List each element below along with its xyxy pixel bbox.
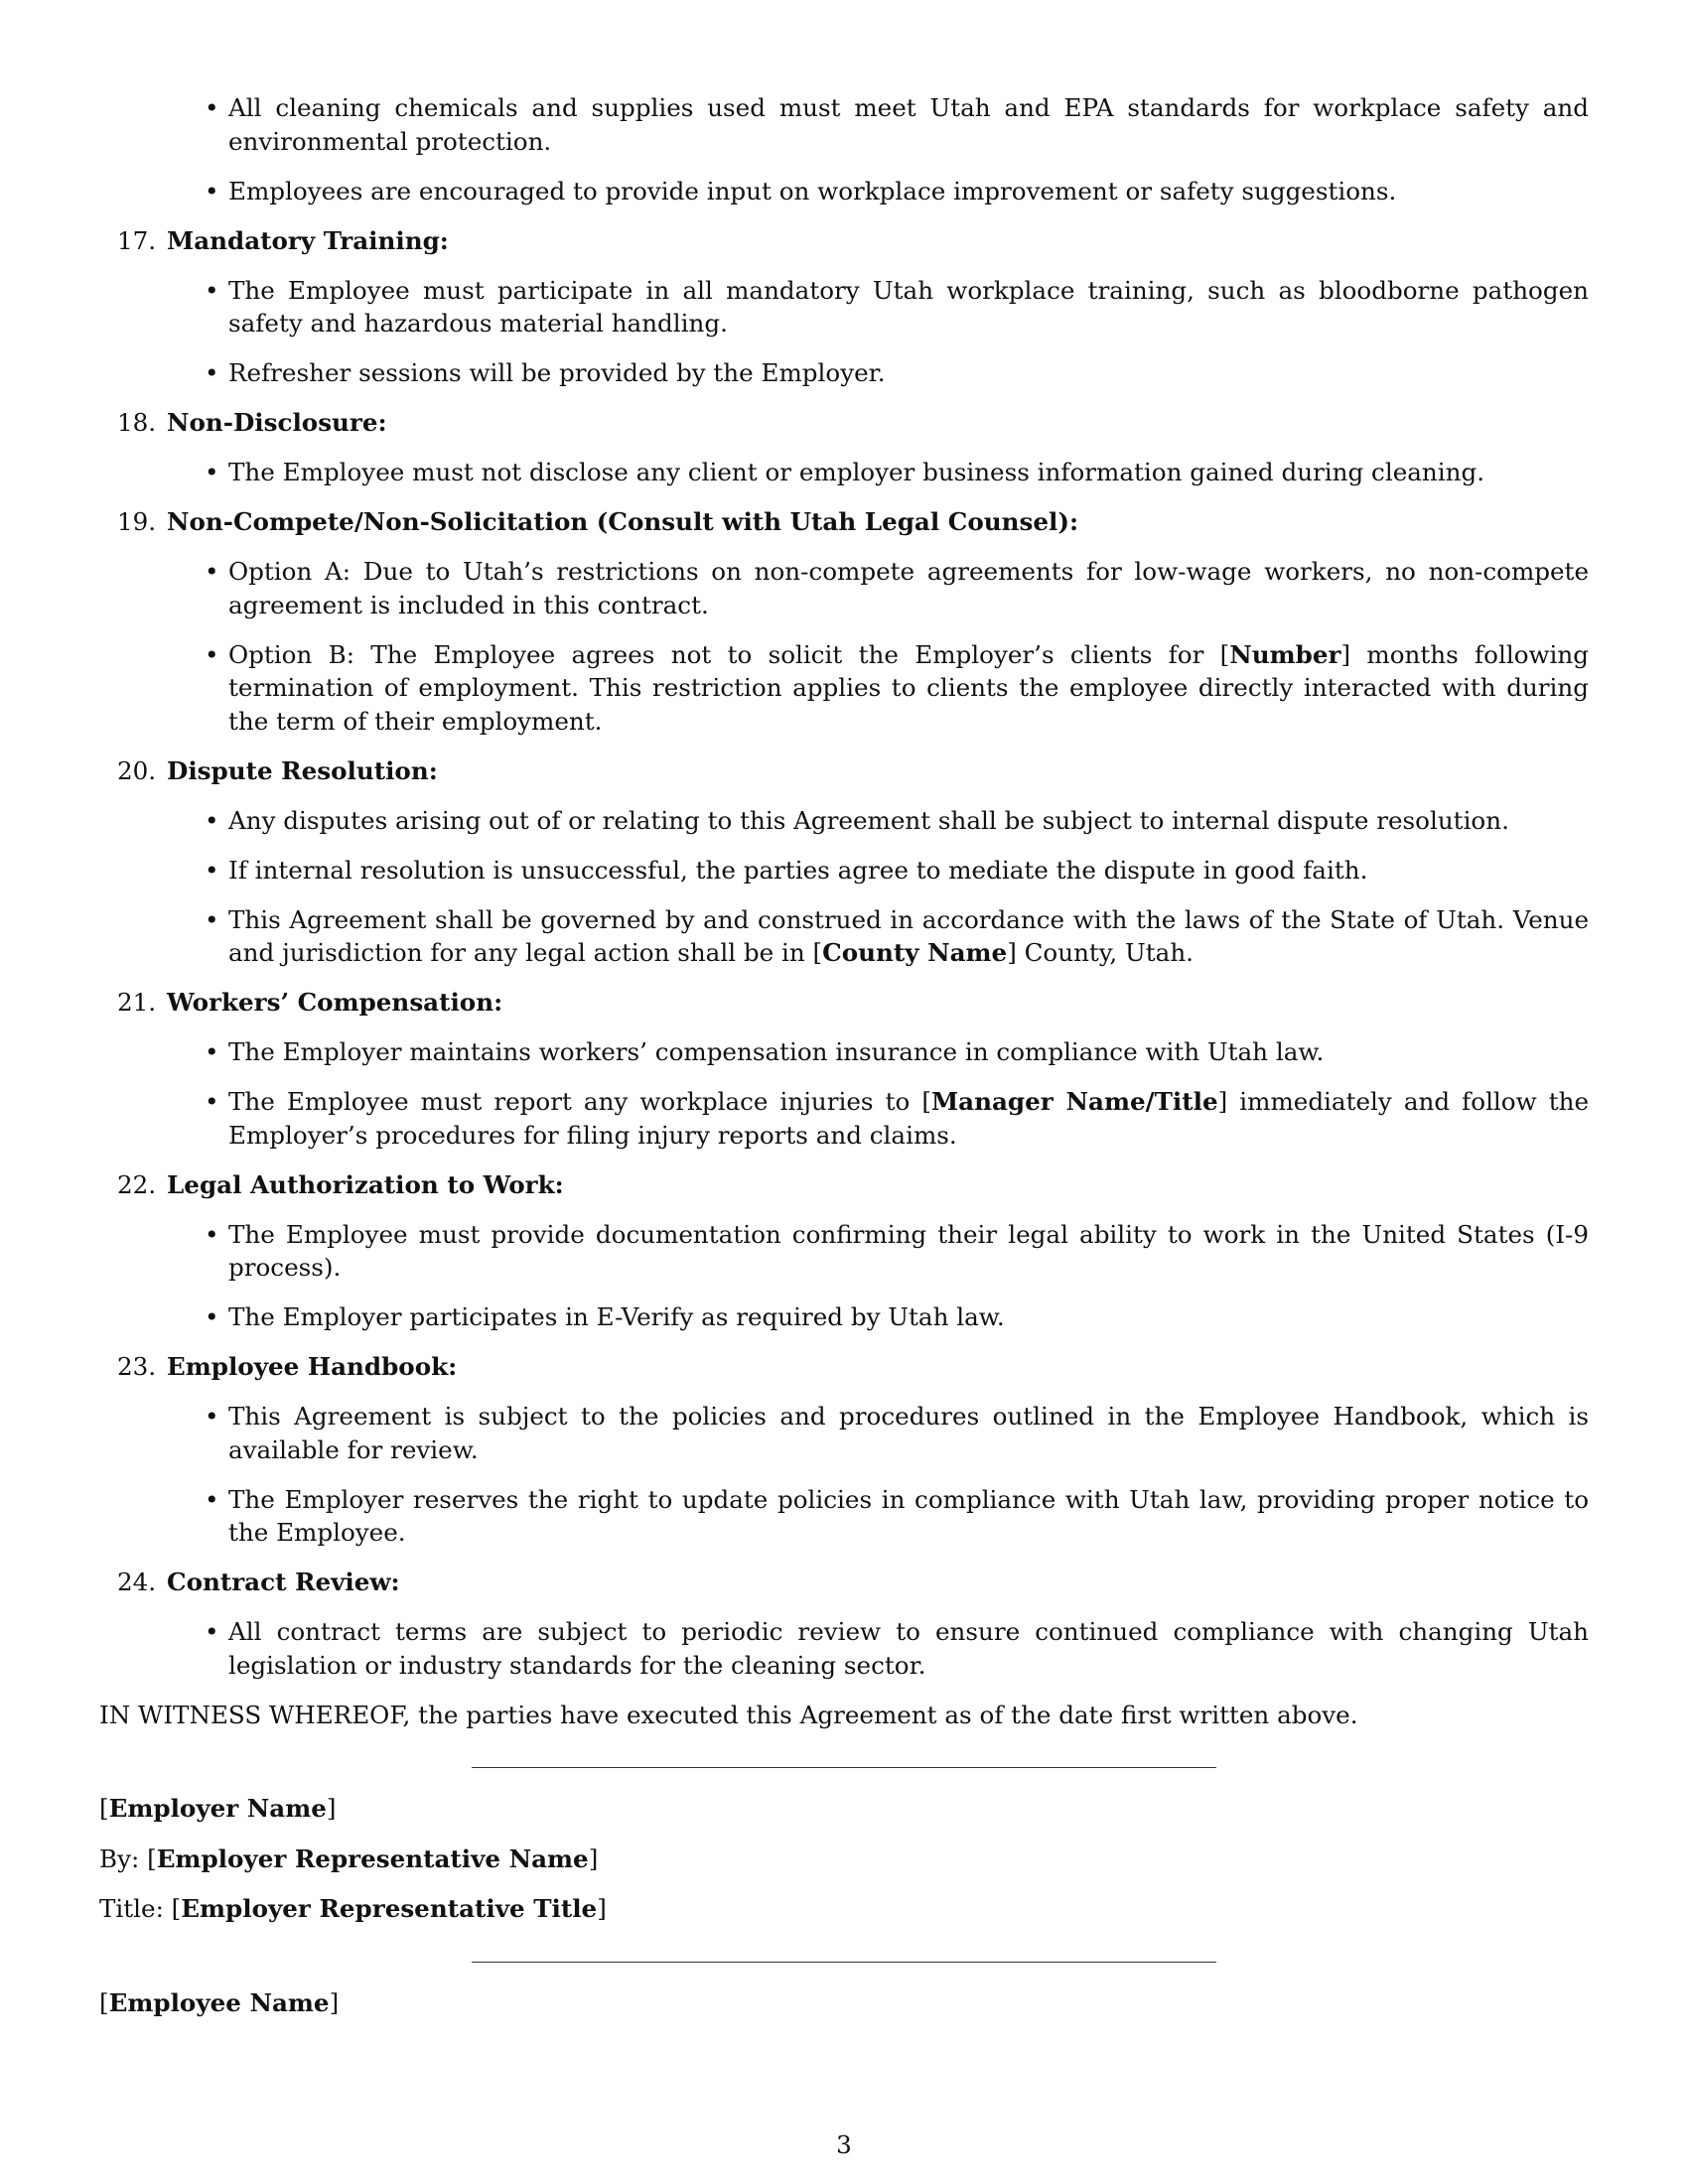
section-title: Workers’ Compensation: bbox=[167, 988, 503, 1017]
section-title: Employee Handbook: bbox=[167, 1352, 458, 1381]
bullet-text: Employees are encouraged to provide input on workplace improvement or safety suggestions. bbox=[228, 176, 1397, 205]
bullet-item bbox=[205, 1483, 1589, 1550]
section-bullets bbox=[205, 1218, 1589, 1334]
bullet-dot: • bbox=[205, 1484, 219, 1514]
employer-name: Employer Name bbox=[108, 1794, 327, 1823]
section-heading bbox=[117, 1566, 1589, 1599]
document-content bbox=[99, 91, 1589, 2036]
bullet-item bbox=[205, 1300, 1589, 1334]
employer-signature-line bbox=[472, 1767, 1216, 1768]
bullet-dot: • bbox=[205, 1402, 219, 1431]
bullet-text: The Employer maintains workers’ compensation insurance in compliance with Utah law. bbox=[228, 1037, 1325, 1066]
bullet-text: ] County, Utah. bbox=[1007, 938, 1194, 967]
section-number: 20. bbox=[117, 755, 157, 785]
section-21 bbox=[99, 986, 1589, 1152]
section-heading bbox=[117, 1168, 1589, 1202]
section-number: 21. bbox=[117, 988, 157, 1017]
section-title: Contract Review: bbox=[167, 1568, 400, 1596]
title-label: Title: bbox=[99, 1894, 164, 1923]
section-title: Legal Authorization to Work: bbox=[167, 1169, 564, 1199]
section-heading bbox=[117, 1350, 1589, 1384]
section-22 bbox=[99, 1168, 1589, 1334]
section-20 bbox=[99, 754, 1589, 970]
bullet-item bbox=[205, 175, 1589, 208]
bullet-text: This Agreement is subject to the policies and procedures outlined in the Employee Handbook, which is available for review. bbox=[228, 1402, 1589, 1464]
employer-name-line: [Employer Name] bbox=[99, 1794, 337, 1823]
placeholder-field: County Name bbox=[822, 938, 1008, 967]
bullet-dot: • bbox=[205, 458, 219, 486]
section-bullets bbox=[205, 456, 1589, 489]
section-bullets bbox=[205, 274, 1589, 390]
bullet-dot: • bbox=[205, 639, 219, 669]
section-title: Dispute Resolution: bbox=[167, 755, 438, 785]
bullet-dot: • bbox=[205, 1219, 219, 1249]
bullet-dot: • bbox=[205, 805, 219, 835]
bullet-item bbox=[205, 1400, 1589, 1466]
sections-list bbox=[99, 224, 1589, 1683]
section-number: 18. bbox=[117, 408, 157, 437]
section-title: Non-Compete/Non-Solicitation (Consult with Utah Legal Counsel): bbox=[167, 507, 1079, 536]
bullet-dot: • bbox=[205, 855, 219, 885]
employer-rep-line: By: [Employer Representative Name] bbox=[99, 1843, 599, 1873]
bullet-text: This Agreement shall be governed by and construed in accordance with the laws of the State of Utah. Venue and jurisdiction for any legal action shall be in [ bbox=[228, 904, 1589, 967]
bullet-dot: • bbox=[205, 358, 219, 387]
section-bullets bbox=[205, 555, 1589, 738]
bullet-item bbox=[205, 638, 1589, 739]
witness-statement: IN WITNESS WHEREOF, the parties have executed this Agreement as of the date first written above. bbox=[99, 1700, 1358, 1729]
section-title: Mandatory Training: bbox=[167, 225, 449, 255]
bullet-text: ] months following termination of employment. This restriction applies to clients the employee directly interacted with during the term of their employment. bbox=[228, 639, 1589, 736]
bullet-item bbox=[205, 1035, 1589, 1069]
placeholder-field: Number bbox=[1229, 639, 1341, 669]
section-24 bbox=[99, 1566, 1589, 1682]
section-bullets bbox=[205, 1400, 1589, 1550]
bullet-text: The Employer reserves the right to update policies in compliance with Utah law, providing proper notice to the Employee. bbox=[228, 1484, 1589, 1547]
page-number: 3 bbox=[836, 2130, 852, 2159]
section-bullets bbox=[205, 1615, 1589, 1682]
bullet-text: The Employer participates in E-Verify as required by Utah law. bbox=[228, 1302, 1005, 1331]
bullet-dot: • bbox=[205, 1617, 219, 1646]
section-number: 24. bbox=[117, 1568, 157, 1596]
section-heading bbox=[117, 224, 1589, 258]
bullet-dot: • bbox=[205, 904, 219, 934]
employer-rep-name: Employer Representative Name bbox=[156, 1843, 589, 1873]
employer-title-line: Title: [Employer Representative Title] bbox=[99, 1894, 607, 1923]
section-heading bbox=[117, 754, 1589, 788]
bullet-item bbox=[205, 1085, 1589, 1152]
bullet-text: ] immediately and follow the Employer’s procedures for filing injury reports and claims. bbox=[228, 1087, 1589, 1150]
section-bullets bbox=[205, 1035, 1589, 1152]
section-number: 17. bbox=[117, 225, 157, 255]
section-17 bbox=[99, 224, 1589, 390]
bullet-item bbox=[205, 356, 1589, 390]
section-heading bbox=[117, 505, 1589, 539]
bullet-item bbox=[205, 91, 1589, 158]
bullet-text: The Employee must not disclose any client or employer business information gained during cleaning. bbox=[228, 458, 1485, 486]
placeholder-field: Manager Name/Title bbox=[930, 1087, 1218, 1116]
section-heading bbox=[117, 406, 1589, 440]
bullet-item bbox=[205, 274, 1589, 341]
bullet-item bbox=[205, 903, 1589, 970]
bullet-text: The Employee must participate in all mandatory Utah workplace training, such as bloodborne pathogen safety and hazardous material handling. bbox=[228, 275, 1589, 338]
bullet-text: Refresher sessions will be provided by the Employer. bbox=[228, 358, 886, 387]
bullet-item bbox=[205, 804, 1589, 838]
bullet-dot: • bbox=[205, 93, 219, 122]
bullet-dot: • bbox=[205, 1037, 219, 1066]
bullet-text: Option A: Due to Utah’s restrictions on non-compete agreements for low-wage workers, no non-compete agreement is included in this contract. bbox=[228, 557, 1589, 619]
bullet-text: If internal resolution is unsuccessful, the parties agree to mediate the dispute in good faith. bbox=[228, 855, 1368, 885]
section-title: Non-Disclosure: bbox=[167, 408, 387, 437]
bullet-item bbox=[205, 555, 1589, 621]
section-heading bbox=[117, 986, 1589, 1020]
section-19 bbox=[99, 505, 1589, 738]
section-number: 22. bbox=[117, 1169, 157, 1199]
section-number: 23. bbox=[117, 1352, 157, 1381]
bullet-text: Option B: The Employee agrees not to solicit the Employer’s clients for [ bbox=[228, 639, 1230, 669]
by-label: By: bbox=[99, 1843, 140, 1873]
section-18 bbox=[99, 406, 1589, 489]
bullet-dot: • bbox=[205, 1302, 219, 1331]
section-23 bbox=[99, 1350, 1589, 1550]
employee-signature-line bbox=[472, 1962, 1216, 1963]
bullet-dot: • bbox=[205, 176, 219, 205]
bullet-item bbox=[205, 1615, 1589, 1682]
bullet-dot: • bbox=[205, 557, 219, 586]
bullet-item bbox=[205, 854, 1589, 887]
bullet-text: The Employee must report any workplace injuries to [ bbox=[228, 1087, 931, 1116]
bullet-text: The Employee must provide documentation confirming their legal ability to work in the United States (I-9 process). bbox=[228, 1219, 1589, 1282]
section-bullets bbox=[205, 804, 1589, 970]
bullet-dot: • bbox=[205, 1087, 219, 1116]
bullet-item bbox=[205, 1218, 1589, 1285]
bullet-dot: • bbox=[205, 275, 219, 305]
employer-rep-title: Employer Representative Title bbox=[181, 1894, 598, 1923]
employee-name: Employee Name bbox=[108, 1987, 330, 2017]
bullet-text: All cleaning chemicals and supplies used must meet Utah and EPA standards for workplace safety and environmental protection. bbox=[228, 93, 1589, 156]
employee-name-line: [Employee Name] bbox=[99, 1987, 340, 2017]
bullet-item bbox=[205, 456, 1589, 489]
continuation-bullets bbox=[205, 91, 1589, 207]
bullet-text: Any disputes arising out of or relating to this Agreement shall be subject to internal dispute resolution. bbox=[228, 805, 1509, 835]
bullet-text: All contract terms are subject to periodic review to ensure continued compliance with changing Utah legislation or industry standards for the cleaning sector. bbox=[228, 1617, 1589, 1680]
section-number: 19. bbox=[117, 507, 157, 536]
